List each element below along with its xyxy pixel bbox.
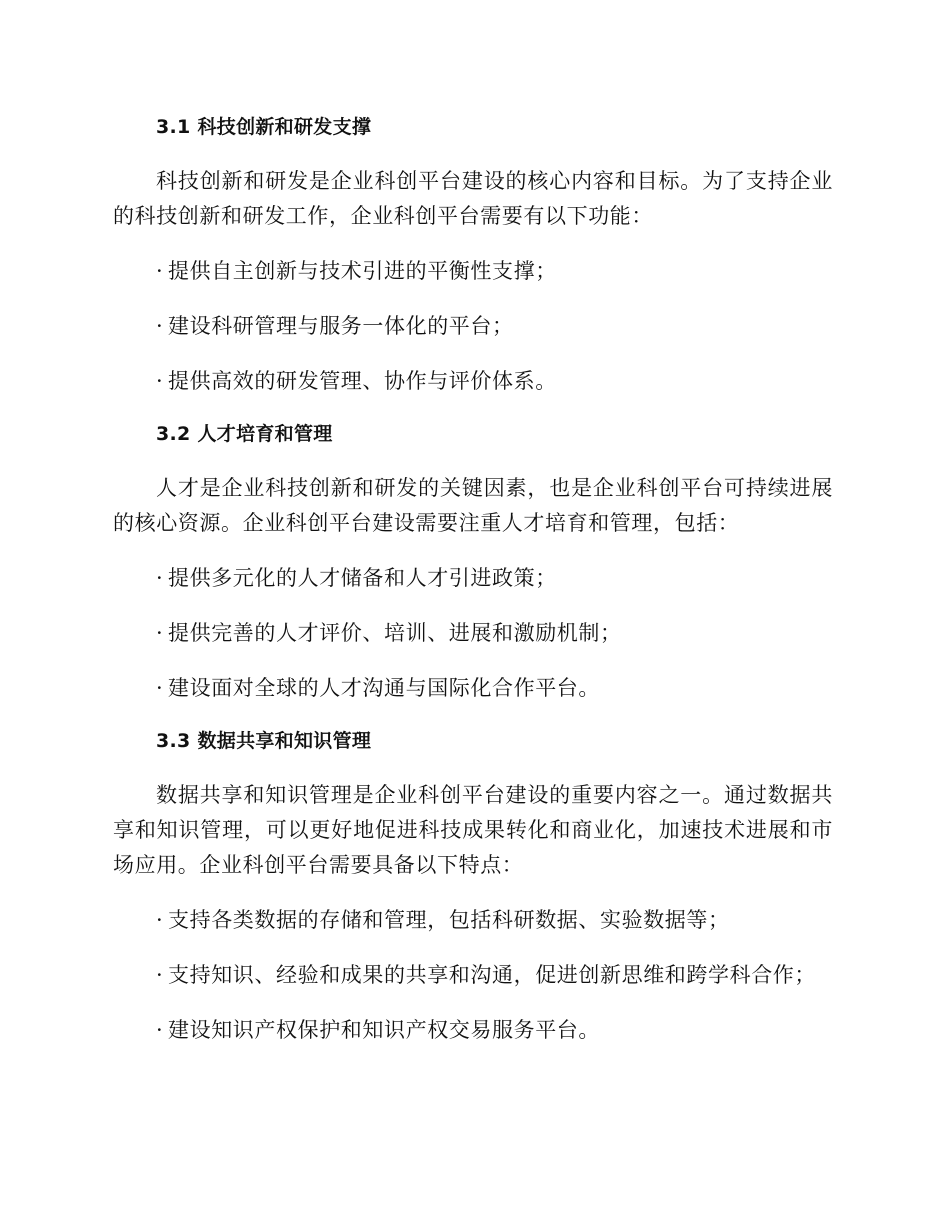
section-heading: 3.2 人才培育和管理: [156, 423, 333, 445]
section-paragraph: 科技创新和研发是企业科创平台建设的核心内容和目标。为了支持企业的科技创新和研发工作，企业科创平台需要有以下功能：: [113, 169, 833, 228]
bullet-marker: ·: [156, 566, 164, 590]
bullet-text: 支持知识、经验和成果的共享和沟通，促进创新思维和跨学科合作；: [168, 963, 816, 987]
bullet-item: [113, 254, 833, 289]
bullet-text: 提供高效的研发管理、协作与评价体系。: [168, 369, 557, 393]
bullet-text: 支持各类数据的存储和管理，包括科研数据、实验数据等；: [168, 908, 730, 932]
document-body: [113, 113, 833, 1068]
section-3-1: [113, 113, 833, 399]
bullet-text: 建设面对全球的人才沟通与国际化合作平台。: [168, 676, 600, 700]
section-heading: 3.3 数据共享和知识管理: [156, 730, 372, 752]
bullet-item: [113, 1013, 833, 1048]
bullet-text: 提供多元化的人才储备和人才引进政策；: [168, 566, 557, 590]
bullet-marker: ·: [156, 1018, 164, 1042]
bullet-marker: ·: [156, 963, 164, 987]
bullet-item: [113, 561, 833, 596]
bullet-text: 提供完善的人才评价、培训、进展和激励机制；: [168, 621, 622, 645]
bullet-item: [113, 958, 833, 993]
bullet-marker: ·: [156, 259, 164, 283]
bullet-marker: ·: [156, 676, 164, 700]
bullet-marker: ·: [156, 908, 164, 932]
bullet-item: [113, 903, 833, 938]
section-3-3: [113, 727, 833, 1048]
bullet-text: 建设科研管理与服务一体化的平台；: [168, 314, 514, 338]
bullet-item: [113, 309, 833, 344]
bullet-marker: ·: [156, 621, 164, 645]
section-paragraph: 数据共享和知识管理是企业科创平台建设的重要内容之一。通过数据共享和知识管理，可以更好地促进科技成果转化和商业化，加速技术进展和市场应用。企业科创平台需要具备以下特点：: [113, 783, 833, 877]
section-3-2: [113, 420, 833, 706]
bullet-item: [113, 671, 833, 706]
bullet-marker: ·: [156, 314, 164, 338]
section-heading: 3.1 科技创新和研发支撑: [156, 116, 372, 138]
bullet-text: 建设知识产权保护和知识产权交易服务平台。: [168, 1018, 600, 1042]
bullet-marker: ·: [156, 369, 164, 393]
bullet-item: [113, 364, 833, 399]
section-paragraph: 人才是企业科技创新和研发的关键因素，也是企业科创平台可持续进展的核心资源。企业科创平台建设需要注重人才培育和管理，包括：: [113, 476, 833, 535]
bullet-item: [113, 616, 833, 651]
bullet-text: 提供自主创新与技术引进的平衡性支撑；: [168, 259, 557, 283]
